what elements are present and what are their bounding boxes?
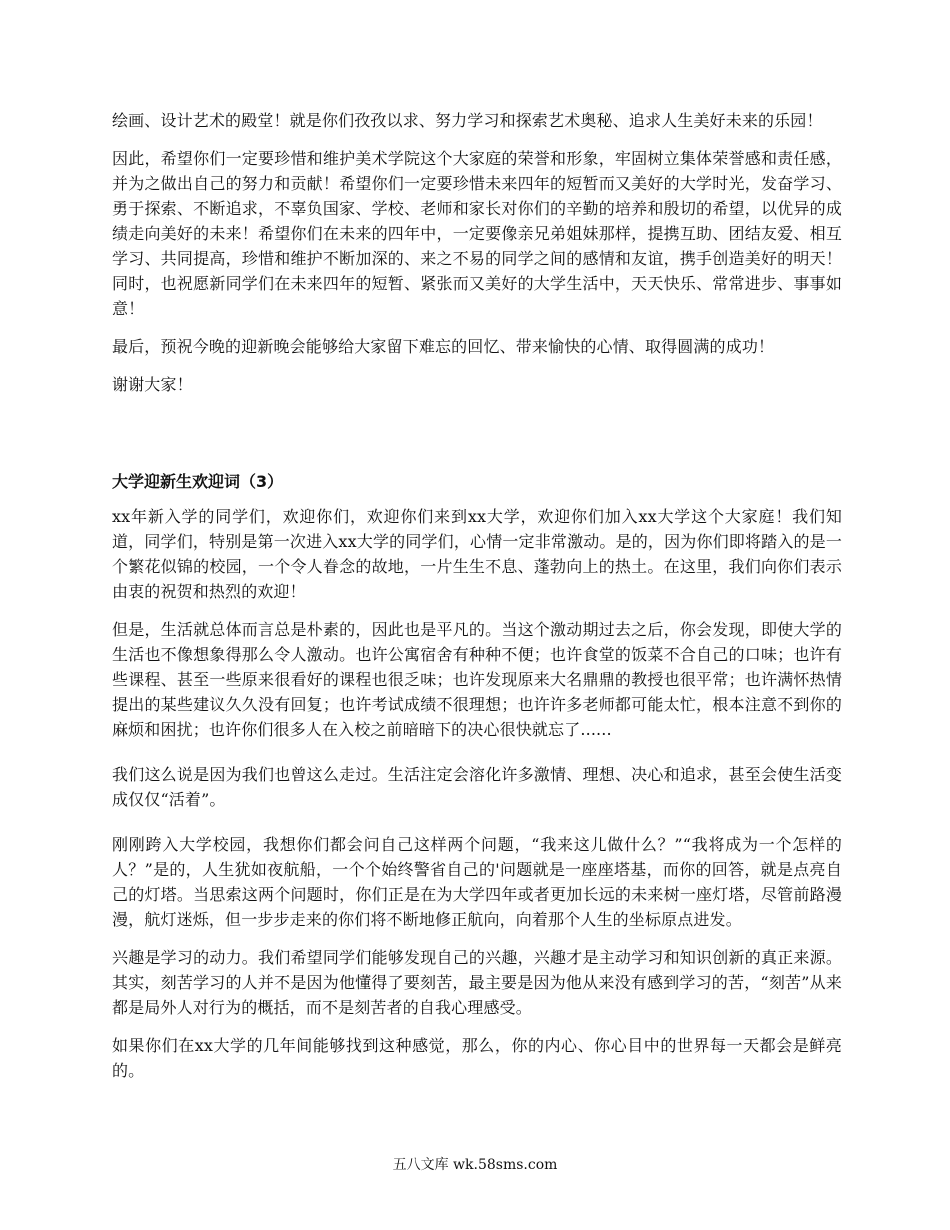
paragraph: 最后，预祝今晚的迎新晚会能够给大家留下难忘的回忆、带来愉快的心情、取得圆满的成功！ [112,337,775,356]
paragraph: 兴趣是学习的动力。我们希望同学们能够发现自己的兴趣，兴趣才是主动学习和知识创新的真正来源。其实，刻苦学习的人并不是因为他懂得了要刻苦，最主要是因为他从来没有感到学习的苦，“刻苦”从来都是局外人对行为的概括，而不是刻苦者的自我心理感受。 [112,948,842,1017]
section-heading: 大学迎新生欢迎词（3） [112,472,284,491]
paragraph: xx年新入学的同学们，欢迎你们，欢迎你们来到xx大学，欢迎你们加入xx大学这个大家庭！我们知道，同学们，特别是第一次进入xx大学的同学们，心情一定非常激动。是的，因为你们即将踏入的是一个繁花似锦的校园，一个令人眷念的故地，一片生生不息、蓬勃向上的热土。在这里，我们向你们表示由衷的祝贺和热烈的欢迎！ [112,507,842,601]
paragraph: 绘画、设计艺术的殿堂！就是你们孜孜以求、努力学习和探索艺术奥秘、追求人生美好未来的乐园！ [112,111,823,130]
paragraph: 但是，生活就总体而言总是朴素的，因此也是平凡的。当这个激动期过去之后，你会发现，即使大学的生活也不像想象得那么令人激动。也许公寓宿舍有种种不便；也许食堂的饭菜不合自己的口味；也许有些课程、甚至一些原来很看好的课程也很乏味；也许发现原来大名鼎鼎的教授也很平常；也许满怀热情提出的某些建议久久没有回复；也许考试成绩不很理想；也许许多老师都可能太忙，根本注意不到你的麻烦和困扰；也许你们很多人在入校之前暗暗下的决心很快就忘了...... [112,620,842,739]
paragraph: 我们这么说是因为我们也曾这么走过。生活注定会溶化许多激情、理想、决心和追求，甚至会使生活变成仅仅“活着”。 [112,765,842,809]
paragraph: 因此，希望你们一定要珍惜和维护美术学院这个大家庭的荣誉和形象，牢固树立集体荣誉感和责任感，并为之做出自己的努力和贡献！希望你们一定要珍惜未来四年的短暂而又美好的大学时光，发奋学习、勇于探索、不断追求，不辜负国家、学校、老师和家长对你们的辛勤的培养和殷切的希望，以优异的成绩走向美好的未来！希望你们在未来的四年中，一定要像亲兄弟姐妹那样，提携互助、团结友爱、相互学习、共同提高，珍惜和维护不断加深的、来之不易的同学之间的感情和友谊，携手创造美好的明天！同时，也祝愿新同学们在未来四年的短暂、紧张而又美好的大学生活中，天天快乐、常常进步、事事如意！ [112,149,842,318]
paragraph: 谢谢大家！ [112,375,193,394]
page-footer: 五八文库 wk.58sms.com [392,1157,558,1173]
document-body [112,108,842,1096]
paragraph: 刚刚跨入大学校园，我想你们都会问自己这样两个问题，“我来这儿做什么？”“我将成为一个怎样的人？”是的，人生犹如夜航船，一个个始终警省自己的'问题就是一座座塔基，而你的回答，就是点亮自己的灯塔。当思索这两个问题时，你们正是在为大学四年或者更加长远的未来树一座灯塔，尽管前路漫漫，航灯迷烁，但一步步走来的你们将不断地修正航向，向着那个人生的坐标原点进发。 [112,835,842,929]
paragraph: 如果你们在xx大学的几年间能够找到这种感觉，那么，你的内心、你心目中的世界每一天都会是鲜亮的。 [112,1036,842,1080]
